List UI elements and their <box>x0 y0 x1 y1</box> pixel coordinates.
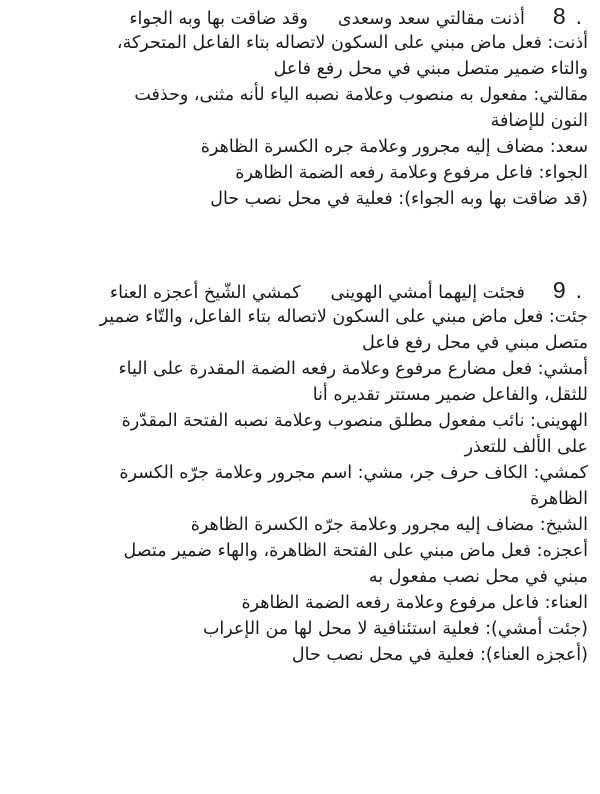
parsing-line: (أعجزه العناء): فعلية في محل نصب حال <box>291 645 588 665</box>
verse-first-hemistich: أذنت مقالتي سعد وسعدى <box>337 9 525 29</box>
verse-number: 8 . <box>552 3 582 29</box>
parsing-line: والتاء ضمير متصل مبني في محل رفع فاعل <box>273 59 588 79</box>
parsing-line: أمشي: فعل مضارع مرفوع وعلامة رفعه الضمة المقدرة على الياء <box>118 359 588 379</box>
verse-number-dot: . <box>575 3 582 29</box>
parsing-line: العناء: فاعل مرفوع وعلامة رفعه الضمة الظاهرة <box>241 593 588 613</box>
parsing-line: أذنت: فعل ماض مبني على السكون لاتصاله بتاء الفاعل المتحركة، <box>116 33 588 53</box>
parsing-line: النون للإضافة <box>490 111 588 131</box>
parsing-line: مبني في محل نصب مفعول به <box>368 567 588 587</box>
parsing-line: الهوينى: نائب مفعول مطلق منصوب وعلامة نصبه الفتحة المقدّرة <box>121 411 588 431</box>
verse-line <box>108 2 588 30</box>
parsing-line: الظاهرة <box>530 489 588 509</box>
parsing-line: (قد ضاقت بها وبه الجواء): فعلية في محل نصب حال <box>210 189 588 209</box>
parsing-line: الشيخ: مضاف إليه مجرور وعلامة جرّه الكسرة الظاهرة <box>190 515 588 535</box>
parsing-line: (جئت أمشي): فعلية استئنافية لا محل لها من الإعراب <box>202 619 588 639</box>
verse-number-dot: . <box>575 277 582 303</box>
verse-first-hemistich: فجئت إليهما أمشي الهوينى <box>330 283 525 303</box>
verse-number: 9 . <box>552 277 582 303</box>
parsing-line: جئت: فعل ماض مبني على السكون لاتصاله بتاء الفاعل، والتّاء ضمير <box>99 307 588 327</box>
parsing-section-9 <box>99 276 588 668</box>
verse-second-hemistich: وقد ضاقت بها وبه الجواء <box>129 9 308 29</box>
verse-line <box>108 276 588 304</box>
parsing-line: متصل مبني في محل رفع فاعل <box>362 333 588 353</box>
parsing-line: الجواء: فاعل مرفوع وعلامة رفعه الضمة الظاهرة <box>235 163 588 183</box>
parsing-line: كمشي: الكاف حرف جر، مشي: اسم مجرور وعلامة جرّه الكسرة <box>119 463 588 483</box>
parsing-line: على الألف للتعذر <box>464 437 588 457</box>
parsing-line: مقالتي: مفعول به منصوب وعلامة نصبه الياء لأنه مثنى، وحذفت <box>134 85 588 105</box>
parsing-line: للثقل، والفاعل ضمير مستتر تقديره أنا <box>312 385 588 405</box>
parsing-line: سعد: مضاف إليه مجرور وعلامة جره الكسرة الظاهرة <box>200 137 588 157</box>
verse-second-hemistich: كمشي الشّيخ أعجزه العناء <box>109 283 301 303</box>
parsing-line: أعجزه: فعل ماض مبني على الفتحة الظاهرة، والهاء ضمير متصل <box>123 541 588 561</box>
parsing-section-8 <box>108 2 588 212</box>
